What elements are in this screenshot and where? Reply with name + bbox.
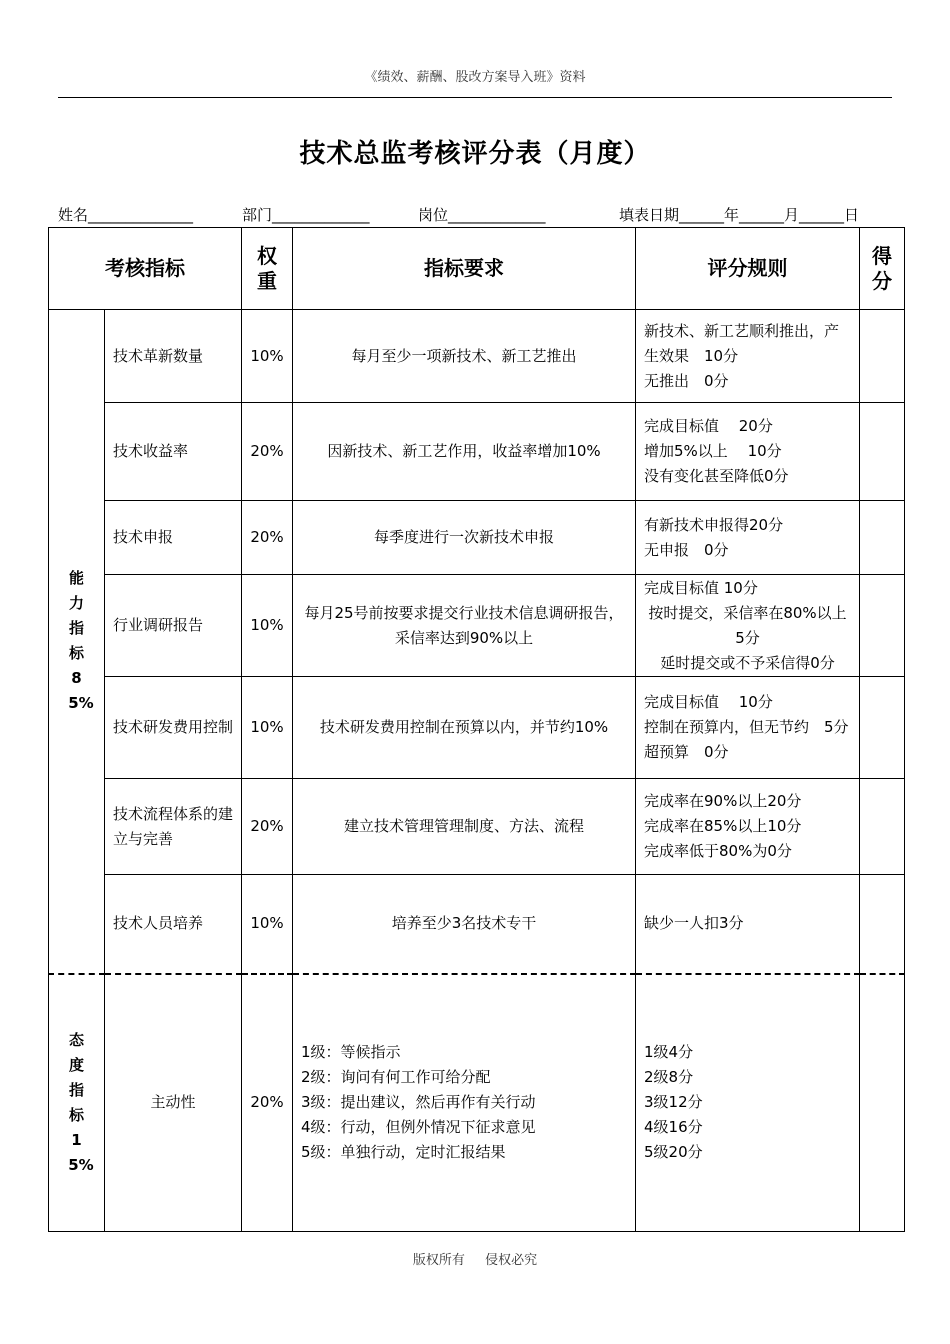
weight-cell: 20%: [242, 974, 293, 1232]
footer-rights: 侵权必究: [485, 1253, 538, 1268]
requirement-cell: 每月至少一项新技术、新工艺推出: [293, 310, 636, 403]
indicator-name: 主动性: [105, 974, 242, 1232]
header-weight: [242, 228, 293, 310]
rule-line: 1级4分: [644, 1043, 694, 1062]
rule-line: 完成目标值 20分: [644, 417, 773, 435]
table-row: [49, 677, 905, 779]
requirement-cell: 技术研发费用控制在预算以内，并节约10%: [293, 677, 636, 779]
header-row: [49, 228, 905, 310]
header-requirement: 指标要求: [293, 228, 636, 310]
rule-line: 完成率低于80%为0分: [644, 842, 792, 860]
rule-cell: [636, 875, 860, 974]
rule-line: 按时提交，采信率在80%以上5分: [648, 603, 847, 647]
header-weight-text: 权重: [257, 243, 277, 293]
weight-cell: 10%: [242, 875, 293, 974]
indicator-name: 行业调研报告: [105, 575, 242, 677]
table-row: [49, 779, 905, 875]
requirement-cell: [293, 974, 636, 1232]
page-title: 技术总监考核评分表（月度）: [299, 139, 651, 169]
table-row: [49, 403, 905, 501]
rule-line: 控制在预算内，但无节约 5分: [644, 718, 849, 736]
requirement-cell: 每季度进行一次新技术申报: [293, 501, 636, 575]
requirement-line: 1级：等候指示: [301, 1043, 401, 1062]
rule-cell: [636, 403, 860, 501]
section-attitude-text: 态度指标15%: [68, 1030, 94, 1174]
rule-cell: [636, 677, 860, 779]
requirement-line: 2级：询问有何工作可给分配: [301, 1068, 491, 1087]
header-rule: [58, 97, 892, 98]
info-line: [58, 204, 898, 226]
rule-line: 新技术、新工艺顺利推出，产生效果 10分: [644, 321, 840, 365]
date-field[interactable]: 填表日期______年______月______日: [619, 206, 860, 224]
rule-cell: [636, 575, 860, 677]
header-score-text: 得分: [872, 243, 892, 293]
score-cell[interactable]: [860, 677, 905, 779]
score-cell[interactable]: [860, 875, 905, 974]
requirement-cell: 因新技术、新工艺作用，收益率增加10%: [293, 403, 636, 501]
rule-cell: [636, 779, 860, 875]
footer: [0, 1249, 950, 1268]
section-ability-label: [49, 310, 105, 974]
requirement-line: 3级：提出建议，然后再作有关行动: [301, 1093, 536, 1112]
header-note: 《绩效、薪酬、股改方案导入班》资料: [364, 70, 586, 85]
weight-cell: 20%: [242, 501, 293, 575]
rule-line: 没有变化甚至降低0分: [644, 467, 789, 485]
weight-cell: 20%: [242, 403, 293, 501]
table-row: [49, 501, 905, 575]
name-field[interactable]: 姓名______________: [58, 206, 194, 224]
table-row: [49, 875, 905, 974]
dept-field[interactable]: 部门_____________: [242, 206, 370, 224]
weight-cell: 10%: [242, 575, 293, 677]
score-cell[interactable]: [860, 779, 905, 875]
rule-cell: [636, 501, 860, 575]
section-ability-text: 能力指标85%: [68, 569, 94, 713]
rule-line: 完成率在85%以上10分: [644, 817, 802, 835]
weight-cell: 10%: [242, 310, 293, 403]
score-cell[interactable]: [860, 310, 905, 403]
indicator-name: 技术流程体系的建立与完善: [105, 779, 242, 875]
indicator-name: 技术革新数量: [105, 310, 242, 403]
rule-line: 增加5%以上 10分: [644, 442, 782, 460]
score-cell[interactable]: [860, 403, 905, 501]
rule-line: 延时提交或不予采信得0分: [660, 653, 835, 672]
weight-cell: 20%: [242, 779, 293, 875]
header-rule: 评分规则: [636, 228, 860, 310]
header-indicator: 考核指标: [49, 228, 242, 310]
rule-line: 5级20分: [644, 1143, 703, 1162]
requirement-line: 5级：单独行动，定时汇报结果: [301, 1143, 506, 1162]
requirement-line: 4级：行动，但例外情况下征求意见: [301, 1118, 536, 1137]
header-score: [860, 228, 905, 310]
rule-cell: [636, 974, 860, 1232]
weight-cell: 10%: [242, 677, 293, 779]
rule-line: 无推出 0分: [644, 371, 729, 390]
rule-line: 完成目标值 10分: [644, 693, 773, 711]
table-row: [49, 974, 905, 1232]
indicator-name: 技术人员培养: [105, 875, 242, 974]
indicator-name: 技术研发费用控制: [105, 677, 242, 779]
rule-line: 无申报 0分: [644, 540, 729, 559]
rule-line: 4级16分: [644, 1118, 703, 1137]
score-cell[interactable]: [860, 974, 905, 1232]
rule-line: 缺少一人扣3分: [644, 914, 744, 933]
rule-line: 完成率在90%以上20分: [644, 792, 802, 810]
section-attitude-label: [49, 974, 105, 1232]
requirement-cell: 每月25号前按要求提交行业技术信息调研报告，采信率达到90%以上: [293, 575, 636, 677]
post-field[interactable]: 岗位_____________: [418, 206, 546, 224]
score-cell[interactable]: [860, 501, 905, 575]
score-cell[interactable]: [860, 575, 905, 677]
table-row: [49, 310, 905, 403]
rule-line: 有新技术申报得20分: [644, 515, 784, 534]
evaluation-table: [48, 227, 905, 1232]
footer-copyright: 版权所有: [412, 1253, 465, 1268]
rule-line: 完成目标值 10分: [644, 578, 758, 597]
rule-cell: [636, 310, 860, 403]
indicator-name: 技术收益率: [105, 403, 242, 501]
rule-line: 2级8分: [644, 1068, 694, 1087]
rule-line: 3级12分: [644, 1093, 703, 1112]
indicator-name: 技术申报: [105, 501, 242, 575]
rule-line: 超预算 0分: [644, 743, 729, 761]
requirement-cell: 培养至少3名技术专干: [293, 875, 636, 974]
requirement-cell: 建立技术管理管理制度、方法、流程: [293, 779, 636, 875]
table-row: [49, 575, 905, 677]
